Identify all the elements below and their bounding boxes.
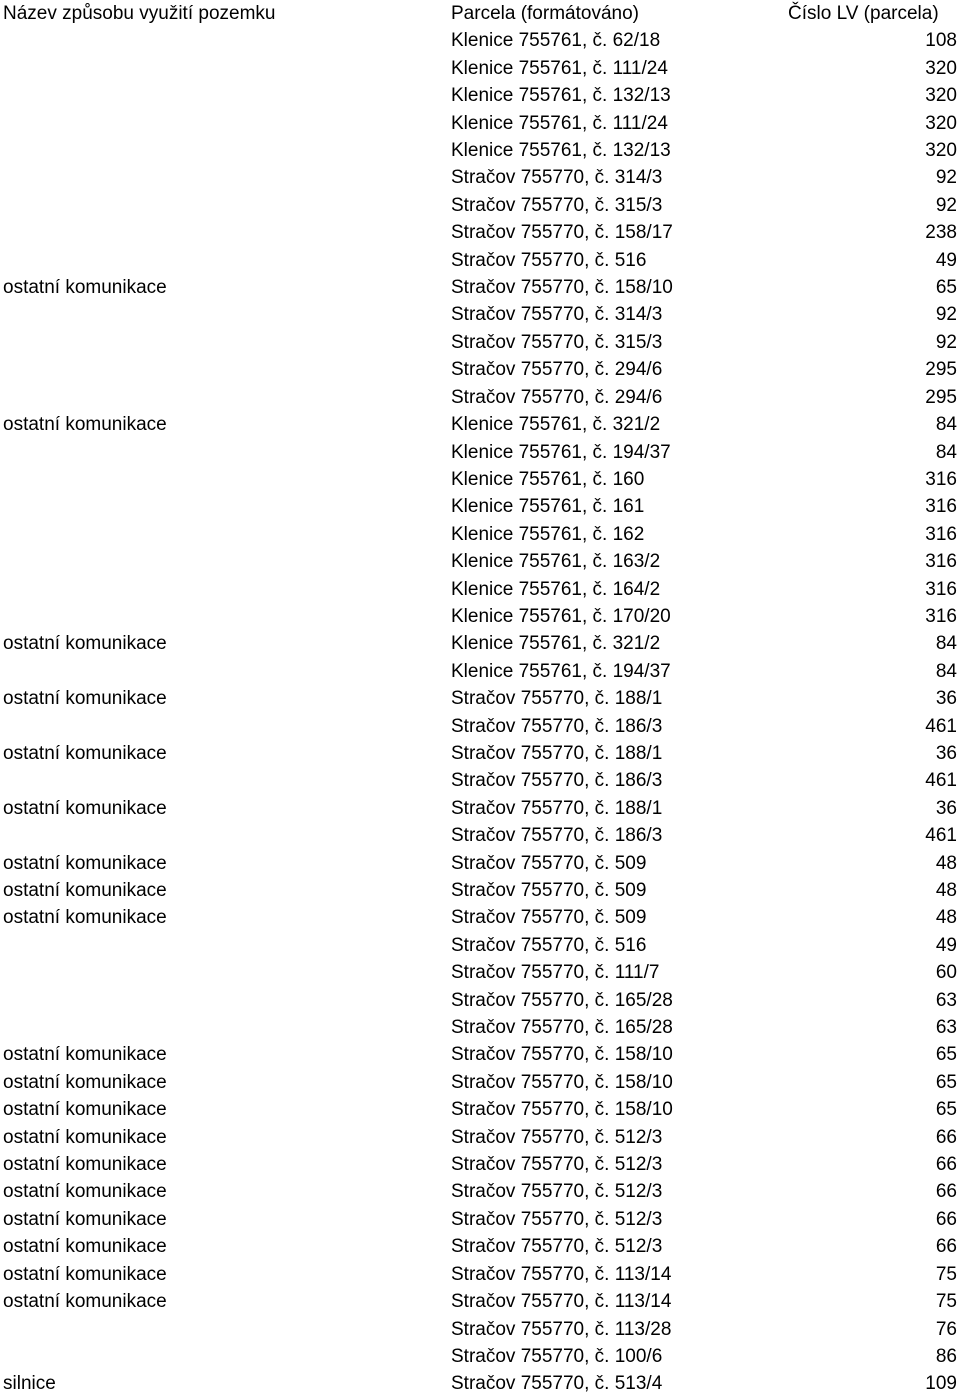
cell-parcel: Stračov 755770, č. 158/10 — [451, 277, 673, 299]
cell-parcel: Stračov 755770, č. 516 — [451, 249, 647, 271]
cell-land-use — [0, 959, 451, 986]
table-row — [0, 1233, 960, 1260]
cell-lv-number: 66 — [935, 1208, 957, 1230]
cell-parcel: Stračov 755770, č. 512/3 — [451, 1236, 663, 1258]
table-row — [0, 247, 960, 274]
cell-parcel: Klenice 755761, č. 162 — [451, 523, 645, 545]
cell-land-use: ostatní komunikace — [3, 1071, 167, 1093]
cell-parcel: Klenice 755761, č. 132/13 — [451, 140, 671, 162]
table-row — [0, 521, 960, 548]
cell-land-use — [0, 521, 451, 548]
cell-lv-number: 108 — [925, 30, 957, 52]
table-row — [0, 795, 960, 822]
cell-lv-number: 316 — [925, 468, 957, 490]
cell-parcel: Klenice 755761, č. 164/2 — [451, 578, 661, 600]
cell-parcel: Stračov 755770, č. 315/3 — [451, 331, 663, 353]
cell-land-use — [0, 932, 451, 959]
table-row — [0, 274, 960, 301]
cell-land-use: ostatní komunikace — [3, 1126, 167, 1148]
cell-lv-number: 92 — [935, 304, 957, 326]
cell-land-use — [0, 466, 451, 493]
cell-lv-number: 36 — [935, 742, 957, 764]
cell-land-use: ostatní komunikace — [3, 277, 167, 299]
table-row — [0, 904, 960, 931]
table-row — [0, 1343, 960, 1370]
cell-parcel: Stračov 755770, č. 165/28 — [451, 989, 673, 1011]
cell-land-use: ostatní komunikace — [3, 688, 167, 710]
cell-parcel: Klenice 755761, č. 163/2 — [451, 551, 661, 573]
cell-parcel: Stračov 755770, č. 158/10 — [451, 1044, 673, 1066]
cell-land-use — [0, 493, 451, 520]
cell-parcel: Klenice 755761, č. 170/20 — [451, 605, 671, 627]
cell-parcel: Stračov 755770, č. 509 — [451, 880, 647, 901]
cell-parcel: Stračov 755770, č. 512/3 — [451, 1208, 663, 1230]
cell-parcel: Stračov 755770, č. 186/3 — [451, 715, 663, 737]
cell-parcel: Stračov 755770, č. 314/3 — [451, 167, 663, 189]
cell-parcel: Klenice 755761, č. 111/24 — [451, 57, 668, 79]
cell-land-use — [0, 219, 451, 246]
table-row — [0, 1206, 960, 1233]
table-row — [0, 1261, 960, 1288]
cell-land-use: ostatní komunikace — [3, 1263, 167, 1285]
table-row — [0, 1178, 960, 1205]
cell-land-use — [0, 548, 451, 575]
cell-lv-number: 461 — [925, 770, 957, 792]
header-land-use: Název způsobu využití pozemku — [3, 3, 276, 24]
cell-parcel: Stračov 755770, č. 158/17 — [451, 222, 673, 244]
table-body — [0, 27, 960, 1397]
table-row — [0, 877, 960, 904]
cell-lv-number: 65 — [935, 277, 957, 299]
cell-lv-number: 92 — [935, 167, 957, 189]
cell-parcel: Stračov 755770, č. 158/10 — [451, 1099, 673, 1121]
cell-land-use — [0, 767, 451, 794]
cell-land-use: ostatní komunikace — [3, 880, 167, 901]
cell-lv-number: 48 — [935, 880, 957, 901]
cell-land-use: ostatní komunikace — [3, 1236, 167, 1258]
table-row — [0, 164, 960, 191]
table-row — [0, 192, 960, 219]
cell-lv-number: 316 — [925, 496, 957, 518]
cell-land-use: ostatní komunikace — [3, 1044, 167, 1066]
cell-parcel: Klenice 755761, č. 321/2 — [451, 414, 661, 436]
table-row — [0, 959, 960, 986]
header-parcel: Parcela (formátováno) — [451, 3, 639, 24]
cell-land-use — [0, 576, 451, 603]
cell-land-use: ostatní komunikace — [3, 1154, 167, 1176]
cell-lv-number: 320 — [925, 140, 957, 162]
table-row — [0, 630, 960, 657]
table-row — [0, 987, 960, 1014]
cell-parcel: Stračov 755770, č. 294/6 — [451, 386, 663, 408]
cell-land-use: ostatní komunikace — [3, 852, 167, 874]
table-row — [0, 685, 960, 712]
header-row — [0, 0, 960, 27]
cell-lv-number: 75 — [935, 1263, 957, 1285]
cell-parcel: Klenice 755761, č. 194/37 — [451, 660, 671, 682]
cell-lv-number: 65 — [935, 1071, 957, 1093]
table-row — [0, 822, 960, 849]
table-row — [0, 1041, 960, 1068]
cell-land-use — [0, 55, 451, 82]
cell-parcel: Stračov 755770, č. 294/6 — [451, 359, 663, 381]
table-row — [0, 1316, 960, 1343]
cell-land-use — [0, 329, 451, 356]
cell-parcel: Klenice 755761, č. 62/18 — [451, 30, 661, 52]
table-row — [0, 110, 960, 137]
table-row — [0, 1288, 960, 1315]
table-row — [0, 658, 960, 685]
cell-land-use — [0, 603, 451, 630]
table-row — [0, 384, 960, 411]
cell-parcel: Stračov 755770, č. 513/4 — [451, 1373, 663, 1395]
cell-land-use — [0, 137, 451, 164]
cell-lv-number: 84 — [935, 633, 957, 655]
cell-lv-number: 36 — [935, 797, 957, 819]
table-row — [0, 1096, 960, 1123]
table-row — [0, 603, 960, 630]
cell-lv-number: 65 — [935, 1099, 957, 1121]
cell-lv-number: 66 — [935, 1154, 957, 1176]
cell-land-use: ostatní komunikace — [3, 907, 167, 929]
cell-land-use — [0, 82, 451, 109]
table-row — [0, 932, 960, 959]
cell-lv-number: 48 — [935, 852, 957, 874]
cell-parcel: Stračov 755770, č. 100/6 — [451, 1345, 663, 1367]
cell-lv-number: 65 — [935, 1044, 957, 1066]
table-row — [0, 576, 960, 603]
cell-land-use — [0, 192, 451, 219]
cell-land-use: ostatní komunikace — [3, 797, 167, 819]
cell-land-use — [0, 1343, 451, 1370]
cell-lv-number: 75 — [935, 1291, 957, 1313]
cell-parcel: Klenice 755761, č. 194/37 — [451, 441, 671, 463]
cell-parcel: Stračov 755770, č. 315/3 — [451, 194, 663, 216]
table-row — [0, 219, 960, 246]
cell-lv-number: 316 — [925, 605, 957, 627]
cell-parcel: Stračov 755770, č. 188/1 — [451, 688, 663, 710]
cell-land-use — [0, 658, 451, 685]
table-row — [0, 767, 960, 794]
table-row — [0, 740, 960, 767]
cell-land-use — [0, 356, 451, 383]
cell-lv-number: 92 — [935, 331, 957, 353]
cell-lv-number: 66 — [935, 1126, 957, 1148]
cell-land-use — [0, 439, 451, 466]
cell-land-use — [0, 1316, 451, 1343]
cell-land-use — [0, 110, 451, 137]
header-lv-number: Číslo LV (parcela) — [788, 3, 939, 24]
cell-parcel: Stračov 755770, č. 188/1 — [451, 797, 663, 819]
cell-lv-number: 49 — [935, 249, 957, 271]
cell-lv-number: 84 — [935, 441, 957, 463]
cell-lv-number: 48 — [935, 907, 957, 929]
cell-lv-number: 86 — [935, 1345, 957, 1367]
cell-parcel: Stračov 755770, č. 509 — [451, 907, 647, 929]
cell-land-use — [0, 822, 451, 849]
cell-land-use: ostatní komunikace — [3, 1291, 167, 1313]
cell-land-use — [0, 164, 451, 191]
cell-parcel: Stračov 755770, č. 113/14 — [451, 1291, 672, 1313]
cell-parcel: Stračov 755770, č. 512/3 — [451, 1181, 663, 1203]
cell-parcel: Stračov 755770, č. 186/3 — [451, 770, 663, 792]
cell-land-use — [0, 27, 451, 54]
cell-lv-number: 92 — [935, 194, 957, 216]
cell-parcel: Stračov 755770, č. 512/3 — [451, 1126, 663, 1148]
table-row — [0, 329, 960, 356]
cell-lv-number: 320 — [925, 57, 957, 79]
cell-land-use: ostatní komunikace — [3, 1181, 167, 1203]
cell-parcel: Klenice 755761, č. 321/2 — [451, 633, 661, 655]
cell-lv-number: 320 — [925, 85, 957, 107]
cell-lv-number: 84 — [935, 660, 957, 682]
cell-parcel: Stračov 755770, č. 111/7 — [451, 962, 660, 984]
table-row — [0, 439, 960, 466]
cell-lv-number: 295 — [925, 386, 957, 408]
cell-land-use: silnice — [3, 1373, 56, 1395]
cell-lv-number: 63 — [935, 1017, 957, 1039]
cell-lv-number: 63 — [935, 989, 957, 1011]
cell-lv-number: 461 — [925, 715, 957, 737]
cell-parcel: Stračov 755770, č. 113/14 — [451, 1263, 672, 1285]
cell-parcel: Stračov 755770, č. 188/1 — [451, 742, 663, 764]
cell-land-use: ostatní komunikace — [3, 1099, 167, 1121]
cell-parcel: Klenice 755761, č. 160 — [451, 468, 645, 490]
table-row — [0, 1370, 960, 1397]
table-row — [0, 301, 960, 328]
cell-lv-number: 295 — [925, 359, 957, 381]
cell-parcel: Stračov 755770, č. 509 — [451, 852, 647, 874]
cell-lv-number: 461 — [925, 825, 957, 847]
table-row — [0, 411, 960, 438]
table-row — [0, 548, 960, 575]
cell-land-use — [0, 987, 451, 1014]
cell-land-use — [0, 713, 451, 740]
cell-land-use — [0, 1014, 451, 1041]
cell-parcel: Klenice 755761, č. 161 — [451, 496, 645, 518]
table-row — [0, 1151, 960, 1178]
table-row — [0, 1014, 960, 1041]
cell-lv-number: 316 — [925, 523, 957, 545]
cell-lv-number: 109 — [925, 1373, 957, 1395]
cell-lv-number: 60 — [935, 962, 957, 984]
cell-parcel: Stračov 755770, č. 186/3 — [451, 825, 663, 847]
cell-parcel: Klenice 755761, č. 111/24 — [451, 112, 668, 134]
cell-lv-number: 66 — [935, 1236, 957, 1258]
cell-parcel: Stračov 755770, č. 516 — [451, 934, 647, 956]
table-row — [0, 27, 960, 54]
cell-lv-number: 76 — [935, 1318, 957, 1340]
cell-lv-number: 84 — [935, 414, 957, 436]
table-row — [0, 1069, 960, 1096]
cell-parcel: Stračov 755770, č. 165/28 — [451, 1017, 673, 1039]
cell-lv-number: 316 — [925, 551, 957, 573]
table-row — [0, 493, 960, 520]
cell-land-use — [0, 384, 451, 411]
cell-lv-number: 66 — [935, 1181, 957, 1203]
table-row — [0, 713, 960, 740]
cell-land-use — [0, 247, 451, 274]
cell-parcel: Stračov 755770, č. 314/3 — [451, 304, 663, 326]
cell-lv-number: 238 — [925, 222, 957, 244]
cell-parcel: Stračov 755770, č. 512/3 — [451, 1154, 663, 1176]
cell-lv-number: 316 — [925, 578, 957, 600]
cell-parcel: Stračov 755770, č. 113/28 — [451, 1318, 672, 1340]
table-row — [0, 356, 960, 383]
cell-lv-number: 320 — [925, 112, 957, 134]
cell-land-use: ostatní komunikace — [3, 742, 167, 764]
table-row — [0, 1124, 960, 1151]
cell-land-use: ostatní komunikace — [3, 414, 167, 436]
cell-land-use — [0, 301, 451, 328]
table-row — [0, 466, 960, 493]
cell-lv-number: 49 — [935, 934, 957, 956]
table-row — [0, 82, 960, 109]
cell-parcel: Klenice 755761, č. 132/13 — [451, 85, 671, 107]
cell-parcel: Stračov 755770, č. 158/10 — [451, 1071, 673, 1093]
table-row — [0, 137, 960, 164]
cell-lv-number: 36 — [935, 688, 957, 710]
table-row — [0, 850, 960, 877]
cell-land-use: ostatní komunikace — [3, 1208, 167, 1230]
cell-land-use: ostatní komunikace — [3, 633, 167, 655]
table-row — [0, 55, 960, 82]
